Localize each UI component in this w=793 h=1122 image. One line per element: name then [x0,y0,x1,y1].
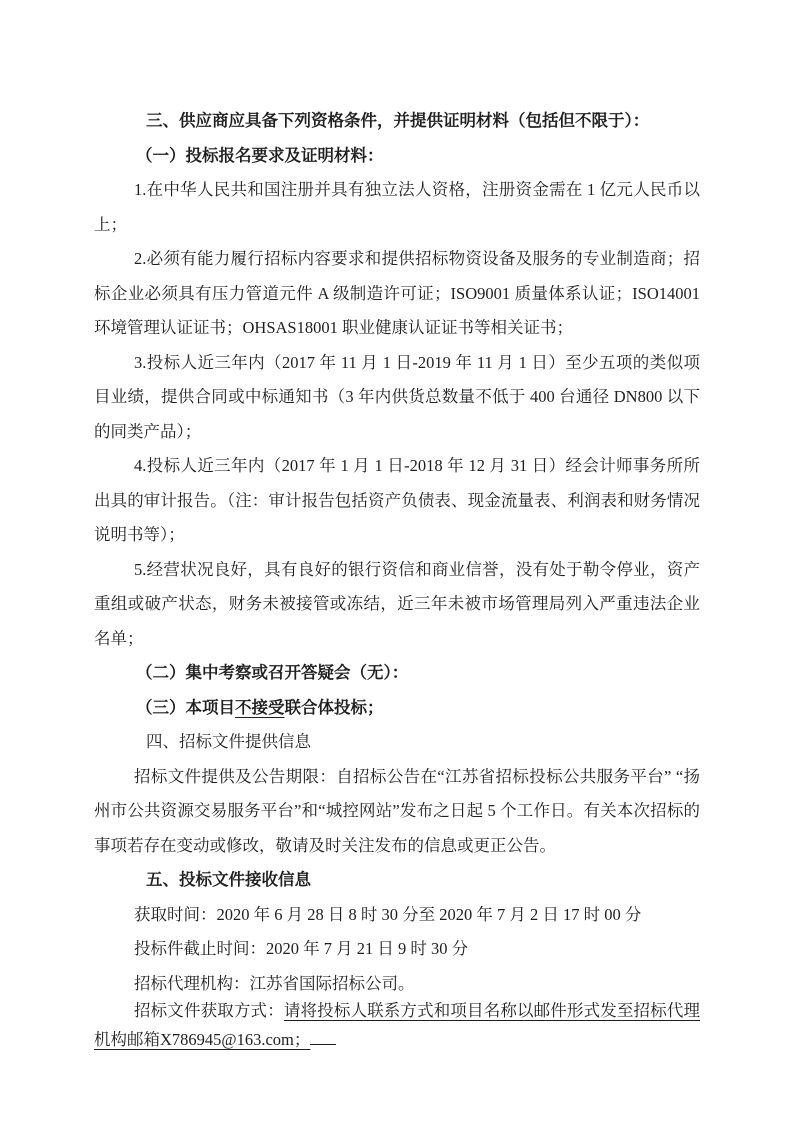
subsection-2-heading [94,656,700,691]
underlined-text: 不接受 [235,697,285,717]
text-segment: 3.投标人近三年内（2017 年 11 月 1 日-2019 年 11 月 1 日）至少五项的类似项目业绩，提供合同或中标通知书（3 年内供货总数量不低于 400 台通径 DN800 以下的同类产品）； [94,352,700,441]
acquisition-time-line [94,898,700,933]
text-segment: 获取时间：2020 年 6 月 28 日 8 时 30 分至 2020 年 7 月 2 日 17 时 00 分 [134,904,642,924]
qualification-item-2 [94,242,700,346]
text-segment: 5.经营状况良好，具有良好的银行资信和商业信誉，没有处于勒令停业，资产重组或破产状态，财务未被接管或冻结，近三年未被市场管理局列入严重违法企业名单； [94,559,700,648]
text-segment: 1.在中华人民共和国注册并具有独立法人资格，注册资金需在 1 亿元人民币以上； [94,180,700,234]
text-segment: 投标件截止时间：2020 年 7 月 21 日 9 时 30 分 [134,939,469,958]
document-content [94,104,700,1054]
subsection-1-heading [94,139,700,174]
qualification-item-3 [94,346,700,450]
section-5-heading [94,863,700,898]
text-segment: 招标代理机构：江苏省国际招标公司。 [134,973,415,993]
section-4-heading [94,725,700,760]
qualification-item-4 [94,449,700,553]
qualification-item-1 [94,173,700,242]
text-segment: 2.必须有能力履行招标内容要求和提供招标物资设备及服务的专业制造商；招标企业必须具有压力管道元件 A 级制造许可证；ISO9001 质量体系认证；ISO14001 环境管理认证证书；OHSAS18001 职业健康认证证书等相关证书； [94,249,700,337]
subsection-3-heading [94,691,700,726]
qualification-item-5 [94,553,700,657]
document-provision-paragraph [94,760,700,864]
text-segment: 三、供应商应具备下列资格条件，并提供证明材料（包括但不限于）： [146,111,650,130]
section-3-heading [94,104,700,139]
text-segment: 联合体投标； [284,697,384,717]
underline-tail [310,1027,336,1045]
bid-deadline-line [94,932,700,967]
text-segment: （三）本项目 [136,697,235,717]
document-obtain-method-line [94,996,700,1054]
text-segment: 4.投标人近三年内（2017 年 1 月 1 日-2018 年 12 月 31 日）经会计师事务所所出具的审计报告。（注：审计报告包括资产负债表、现金流量表、利润表和财务情况说明书等）； [94,456,700,544]
underlined-text: 请将投标人联系方式和项目名称以邮件形式发至招标代理机构邮箱X786945@163.com； [94,1001,701,1049]
text-segment: 五、投标文件接收信息 [146,870,311,889]
text-segment: 招标文件获取方式： [134,1001,284,1020]
text-segment: 招标文件提供及公告期限：自招标公告在“江苏省招标投标公共服务平台” “扬州市公共资源交易服务平台”和“城控网站”发布之日起 5 个工作日。有关本次招标的事项若存在变动或修改，敬请及时关注发布的信息或更正公告。 [94,766,700,855]
text-segment: （二）集中考察或召开答疑会（无）： [136,663,409,682]
text-segment: （一）投标报名要求及证明材料： [136,145,384,165]
text-segment: 四、招标文件提供信息 [146,732,311,751]
